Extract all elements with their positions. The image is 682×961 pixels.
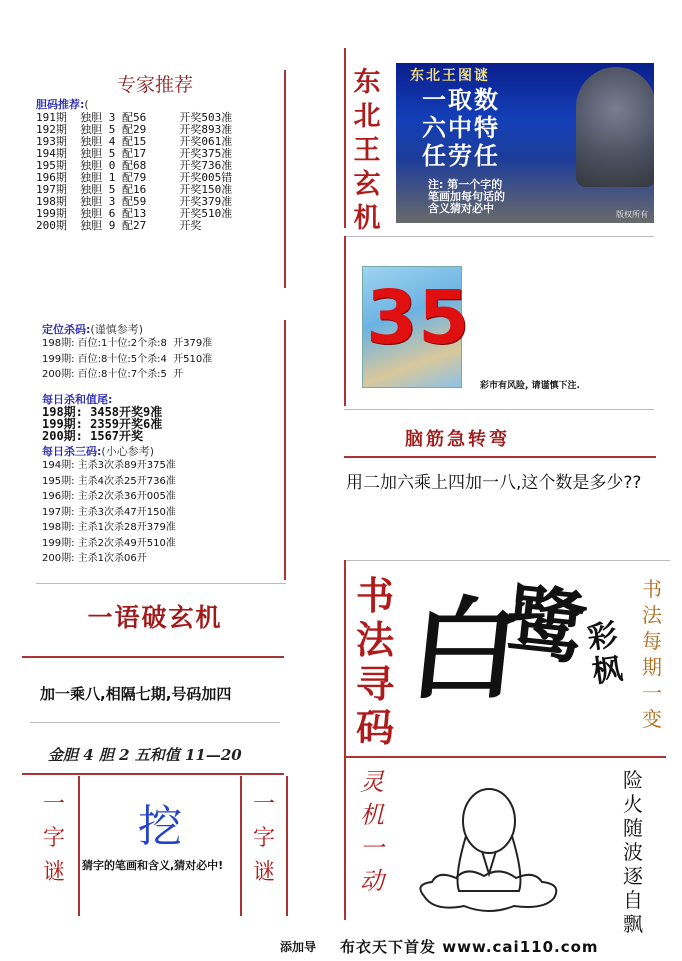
dingwei-header-label: 定位杀码: <box>42 323 91 336</box>
banner-mark: 版权所有 <box>616 210 648 219</box>
calligraphy-signature: 彩枫 <box>585 617 625 691</box>
title-char: 寻 <box>355 661 394 706</box>
banner-line: 任劳任 <box>422 141 500 170</box>
banner-note-line: 注: 第一个字的 <box>428 178 503 191</box>
dingwei-header-paren: (谨慎参考) <box>90 323 143 336</box>
zimi-left <box>40 788 68 890</box>
list-item: 200期: 百位:8十位:7个杀:5 开 <box>42 369 184 380</box>
brain-teaser-title: 脑筋急转弯 <box>405 429 510 450</box>
list-item: 192期 独胆 5 配29 开奖893准 <box>36 123 233 136</box>
lingji-char: 动 <box>360 867 384 895</box>
divider <box>30 722 280 723</box>
divider <box>344 756 666 758</box>
list-item: 198期: 3458开奖9准 <box>42 405 163 419</box>
divider <box>284 320 286 580</box>
poem-char: 火 <box>623 792 643 816</box>
hezhi-header: 每日杀和值尾: <box>42 393 113 406</box>
divider <box>344 236 346 406</box>
zimi-char: 谜 <box>42 860 65 885</box>
divider <box>36 583 286 584</box>
lingji-char: 机 <box>360 801 384 829</box>
divider <box>22 656 284 658</box>
poem-char: 逐 <box>623 864 643 888</box>
divider <box>344 48 346 228</box>
list-item: 198期: 百位:1十位:2个杀:8 开379准 <box>42 338 213 349</box>
side-char: 每 <box>642 629 662 653</box>
shasan-header-label: 每日杀三码: <box>42 445 102 458</box>
number-three: 3 <box>366 275 418 361</box>
title-char: 玄 <box>353 169 381 200</box>
brain-teaser-question: 用二加六乘上四加一八,这个数是多少?? <box>346 473 642 493</box>
banner-line: 一取数 <box>422 85 500 114</box>
list-item: 200期 独胆 9 配27 开奖 <box>36 219 202 232</box>
side-char: 法 <box>642 603 662 627</box>
zimi-right <box>250 788 278 890</box>
banner-note-line: 笔画加每句话的 <box>428 190 505 203</box>
dingwei-list <box>42 336 212 383</box>
list-item: 200期: 1567开奖 <box>42 429 144 443</box>
divider <box>284 70 286 288</box>
hezhi-list <box>42 406 162 442</box>
list-item: 199期 独胆 6 配13 开奖510准 <box>36 207 233 220</box>
title-char: 码 <box>355 705 394 750</box>
zimi-char: 字 <box>42 826 65 851</box>
list-item: 199期: 百位:8十位:5个杀:4 开510准 <box>42 353 213 365</box>
expert-recommend-title: 专家推荐 <box>116 74 193 96</box>
list-item: 197期 独胆 5 配16 开奖150准 <box>36 183 233 196</box>
title-char: 法 <box>355 617 394 662</box>
footer-add-link[interactable]: 添加导 <box>280 940 317 954</box>
divider <box>344 560 670 561</box>
side-char: 变 <box>642 707 662 731</box>
number-five: 5 <box>418 275 470 361</box>
banner-note <box>428 179 505 215</box>
dan-header-paren: ( <box>84 98 89 111</box>
banner-line: 六中特 <box>422 113 500 142</box>
yiyu-title: 一语破玄机 <box>87 603 223 632</box>
title-char: 东 <box>353 67 381 98</box>
dan-header <box>36 96 89 112</box>
footer-site[interactable]: 布衣天下首发 www.cai110.com <box>340 938 599 956</box>
dongbei-vertical-title <box>350 66 384 236</box>
calligraphy-char-lu: 鹭 <box>501 574 591 676</box>
title-char: 机 <box>353 203 381 234</box>
title-char: 北 <box>353 101 381 132</box>
divider <box>344 456 656 458</box>
list-item: 196期 独胆 1 配79 开奖005错 <box>36 171 233 184</box>
dan-header-label: 胆码推荐: <box>36 98 85 111</box>
list-item: 194期 独胆 5 配17 开奖375准 <box>36 147 233 160</box>
zimi-hint: 猜字的笔画和含义,猜对必中! <box>82 859 224 872</box>
side-char: 期 <box>642 655 662 679</box>
list-item: 200期: 主杀1次杀06开 <box>42 553 147 564</box>
list-item: 193期 独胆 4 配15 开奖061准 <box>36 135 233 148</box>
lingji-char: 灵 <box>360 768 384 796</box>
poem-char: 飘 <box>623 912 643 936</box>
divider <box>344 409 654 410</box>
lingji-char: 一 <box>360 834 384 862</box>
poem-vertical <box>620 768 646 936</box>
calligraphy-side-label <box>640 576 664 732</box>
divider <box>286 776 288 916</box>
shasan-header-paren: (小心参考) <box>101 445 154 458</box>
guanyin-illustration <box>404 766 574 916</box>
lingji-vertical <box>356 766 388 898</box>
shasan-list <box>42 458 176 567</box>
banner-note-line: 含义猜对必中 <box>428 202 494 215</box>
list-item: 195期: 主杀4次杀25开736准 <box>42 475 176 487</box>
title-char: 书 <box>355 573 394 618</box>
list-item: 198期: 主杀1次杀28开379准 <box>42 522 176 533</box>
dingwei-header <box>42 321 143 337</box>
divider <box>240 776 242 916</box>
list-item: 191期 独胆 3 配56 开奖503准 <box>36 111 233 124</box>
zimi-char: 一 <box>42 792 65 817</box>
divider <box>344 560 346 920</box>
divider <box>22 773 284 775</box>
list-item: 196期: 主杀2次杀36开005准 <box>42 491 176 502</box>
list-item: 198期 独胆 3 配59 开奖379准 <box>36 195 233 208</box>
dan-list <box>36 112 232 232</box>
shasan-header <box>42 443 154 459</box>
yiyu-text: 加一乘八,相隔七期,号码加四 <box>40 685 232 703</box>
side-char: 书 <box>642 577 662 601</box>
jin-dan-text: 金胆 4 胆 2 五和值 11—20 <box>48 746 242 764</box>
poem-char: 波 <box>623 840 643 864</box>
riddle-banner <box>396 63 654 223</box>
list-item: 199期: 2359开奖6准 <box>42 417 163 431</box>
divider <box>344 236 654 237</box>
zimi-char: 谜 <box>252 860 275 885</box>
divider <box>78 776 80 916</box>
title-char: 王 <box>353 135 381 166</box>
poem-char: 险 <box>623 768 643 792</box>
calligraphy-title <box>352 574 398 750</box>
list-item: 195期 独胆 0 配68 开奖736准 <box>36 159 233 172</box>
buddha-image <box>576 67 654 187</box>
side-char: 一 <box>642 681 662 705</box>
poem-char: 随 <box>623 816 643 840</box>
poem-char: 自 <box>623 888 643 912</box>
risk-warning: 彩市有风险, 请谨慎下注. <box>480 381 580 391</box>
list-item: 194期: 主杀3次杀89开375准 <box>42 460 176 471</box>
list-item: 197期: 主杀3次杀47开150准 <box>42 506 176 518</box>
zimi-answer: 挖 <box>138 801 182 852</box>
list-item: 199期: 主杀2次杀49开510准 <box>42 537 176 549</box>
zimi-char: 字 <box>252 826 275 851</box>
banner-title: 东北王图谜 <box>410 68 490 84</box>
zimi-char: 一 <box>252 792 275 817</box>
calligraphy-char-bai: 白 <box>403 585 527 714</box>
